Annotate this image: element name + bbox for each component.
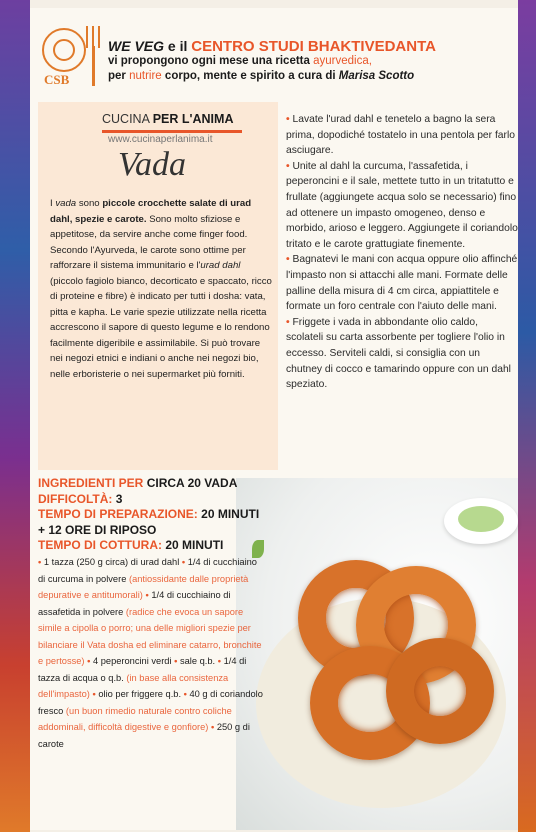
logo-text: CSB xyxy=(44,72,70,87)
fork-icon xyxy=(86,26,100,86)
intro-box xyxy=(38,102,278,470)
column-brand: CUCINA PER L'ANIMA xyxy=(102,112,234,126)
page-edge-left xyxy=(0,0,30,832)
ingredients-list: • 1 tazza (250 g circa) di urad dahl • 1/4 di cucchiaino di curcuma in polvere (antiossidante dalle proprietà depurative e antitumorali) • 1/4 di cucchiaino di assafetida in polvere (radice che evoca un sapore simile a cipolla o porro; una delle migliori spezie per bilanciare il Vata dosha ed eliminare catarro, bronchite e pertosse) • 4 peperoncini verdi • sale q.b. • 1/4 di tazza di acqua o q.b. (in base alla consistenza dell'impasto) • olio per friggere q.b. • 40 g di coriandolo fresco (un buon rimedio naturale contro coliche addominali, difficoltà digestive e gonfiore) • 250 g di carote xyxy=(38,557,263,749)
header-line-1: WE VEG e il CENTRO STUDI BHAKTIVEDANTA xyxy=(108,38,436,55)
website-link[interactable]: www.cucinaperlanima.it xyxy=(108,134,213,145)
page-edge-right xyxy=(518,0,536,832)
step-item: • Friggete i vada in abbondante olio caldo, scolateli su carta assorbente per togliere l'olio in eccesso. Serviteli caldi, si consiglia con un chutney di cocco e tamarindo oppure con un dahl speziato. xyxy=(286,316,511,391)
method-steps xyxy=(286,112,518,393)
header-line-3: per nutrire corpo, mente e spirito a cura di Marisa Scotto xyxy=(108,70,415,82)
recipe-title: Vada xyxy=(118,146,186,183)
ingredients-header: INGREDIENTI PER CIRCA 20 VADA DIFFICOLTÀ: 3 TEMPO DI PREPARAZIONE: 20 MINUTI + 12 ORE DI RIPOSO TEMPO DI COTTURA: 20 MINUTI xyxy=(38,476,260,552)
lotus-emblem-icon xyxy=(42,28,86,72)
vada-fritter xyxy=(386,638,494,744)
step-item: • Lavate l'urad dahl e tenetelo a bagno la sera prima, dopodiché tostatelo in una pentola per farlo asciugare. xyxy=(286,114,515,157)
header-line-2: vi propongono ogni mese una ricetta ayurvedica, xyxy=(108,55,372,67)
brand-underline xyxy=(102,130,242,133)
intro-text: I vada sono piccole crocchette salate di urad dahl, spezie e carote. Sono molto sfiziose e appetitose, da servire anche come finger food. Secondo l'Ayurveda, le carote sono ottime per rafforzare il sistema immunitario e l'urad dahl (piccolo fagiolo bianco, decorticato e spaccato, ricco di proteine e fibre) è indicato per tutti i dosha: vata, pitta e kapha. Le varie spezie utilizzate nella ricetta accrescono il sapore di questo legume e lo rendono facilmente digeribile e assimilabile. Si può trovare nei negozi etnici e indiani o anche nei negozi bio, nelle erboristerie o nei supermarket più forniti. xyxy=(50,198,272,380)
chutney xyxy=(458,506,504,532)
vada-photo xyxy=(236,478,518,830)
magazine-page xyxy=(30,8,518,830)
step-item: • Unite al dahl la curcuma, l'assafetida, i peperoncini e il sale, mettete tutto in un tritatutto e frullate (aggiungete acqua solo se necessario) fino ad ottenere un impasto omogeneo, denso e morbido, arioso e leggero. Aggiungete il coriandolo tritato e le carote grattugiate finemente. xyxy=(286,160,518,250)
step-item: • Bagnatevi le mani con acqua oppure olio affinché l'impasto non si attacchi alle mani. Formate delle palline della misura di 4 cm circa, appiattitele e formate un foro centrale con l'aiuto delle mani. xyxy=(286,254,518,313)
